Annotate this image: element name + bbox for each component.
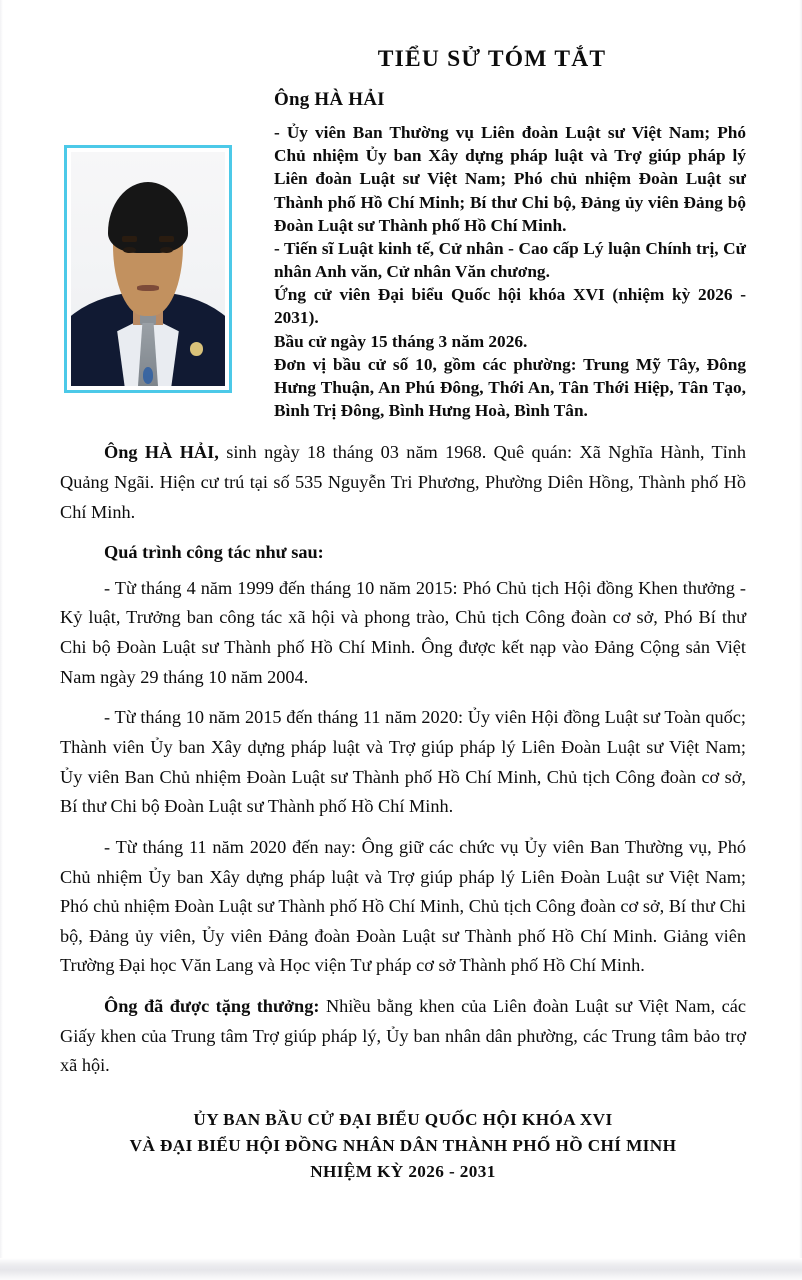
career-item: - Từ tháng 10 năm 2015 đến tháng 11 năm 2020: Ủy viên Hội đồng Luật sư Toàn quốc; Thành viên Ủy ban Xây dựng pháp luật và Trợ giúp pháp lý Liên Đoàn Luật sư Việt Nam; Ủy viên Ban Chủ nhiệm Đoàn Luật sư Thành phố Hồ Chí Minh, Chủ tịch Công đoàn cơ sở, Bí thư Chi bộ Đoàn Luật sư Thành phố Hồ Chí Minh. xyxy=(60,707,746,817)
bio-intro-rest: sinh ngày 18 tháng 03 năm 1968. Quê quán: Xã Nghĩa Hành, Tỉnh Quảng Ngãi. Hiện cư trú tại số 535 Nguyễn Tri Phương, Phường Diên Hồng, Thành phố Hồ Chí Minh. xyxy=(60,442,747,522)
awards-rest: Nhiều bằng khen của Liên đoàn Luật sư Việt Nam, các Giấy khen của Trung tâm Trợ giúp pháp lý, Ủy ban nhân dân phường, các Trung tâm bảo trợ xã hội. xyxy=(60,996,746,1076)
biography-body xyxy=(60,438,746,1081)
header-election-date: Bầu cử ngày 15 tháng 3 năm 2026. xyxy=(274,331,528,351)
career-heading xyxy=(60,538,746,568)
header-positions: - Ủy viên Ban Thường vụ Liên đoàn Luật sư Việt Nam; Phó Chủ nhiệm Ủy ban Xây dựng pháp luật và Trợ giúp pháp lý Liên đoàn Luật sư Việt Nam; Phó chủ nhiệm Đoàn Luật sư Thành phố Hồ Chí Minh; Bí thư Chi bộ, Đảng ủy viên Đảng bộ Đoàn Luật sư Thành phố Hồ Chí Minh. xyxy=(274,123,746,235)
footer-line-1: ỦY BAN BẦU CỬ ĐẠI BIỂU QUỐC HỘI KHÓA XVI xyxy=(193,1110,613,1130)
page-edge-left xyxy=(0,0,3,1262)
photo-eye-left xyxy=(123,247,135,253)
photo-eyebrow-right xyxy=(159,236,174,242)
career-heading-text: Quá trình công tác như sau: xyxy=(104,542,324,563)
career-item: - Từ tháng 11 năm 2020 đến nay: Ông giữ các chức vụ Ủy viên Ban Thường vụ, Phó Chủ nhiệm Ủy ban Xây dựng pháp luật và Trợ giúp pháp lý Liên Đoàn Luật sư Việt Nam; Phó chủ nhiệm Đoàn Luật sư Thành phố Hồ Chí Minh, Chủ tịch Công đoàn cơ sở, Bí thư Chi bộ, Đảng ủy viên, Ủy viên Đảng đoàn Đoàn Luật sư Thành phố Hồ Chí Minh. Giảng viên Trường Đại học Văn Lang và Học viện Tư pháp cơ sở Thành phố Hồ Chí Minh. xyxy=(60,836,746,976)
header-candidacy: Ứng cử viên Đại biểu Quốc hội khóa XVI (nhiệm kỳ 2026 - 2031). xyxy=(274,285,746,328)
bio-intro-paragraph xyxy=(60,438,746,527)
photo-lapel-pin xyxy=(190,342,204,356)
bio-intro-name: Ông HÀ HẢI, xyxy=(104,442,219,463)
photo-mouth xyxy=(137,285,159,290)
awards-paragraph xyxy=(60,992,746,1081)
document-content xyxy=(60,46,746,1184)
awards-label: Ông đã được tặng thưởng: xyxy=(104,996,320,1017)
header-summary-block xyxy=(274,121,746,422)
portrait-photo xyxy=(71,152,225,386)
photo-tie-emblem xyxy=(143,367,154,383)
photo-eye-right xyxy=(160,247,172,253)
header-qualifications: - Tiến sĩ Luật kinh tế, Cử nhân - Cao cấp Lý luận Chính trị, Cử nhân Anh văn, Cử nhân Văn chương. xyxy=(274,238,746,282)
page-bottom-shadow xyxy=(0,1258,802,1280)
footer-line-2: VÀ ĐẠI BIỂU HỘI ĐỒNG NHÂN DÂN THÀNH PHỐ HỒ CHÍ MINH xyxy=(129,1135,677,1155)
top-section xyxy=(60,46,746,422)
header-constituency: Đơn vị bầu cử số 10, gồm các phường: Trung Mỹ Tây, Đông Hưng Thuận, An Phú Đông, Thới An, Tân Thới Hiệp, Tân Tạo, Bình Trị Đông, Bình Hưng Hoà, Bình Tân. xyxy=(274,354,746,421)
footer-line-3: NHIỆM KỲ 2026 - 2031 xyxy=(310,1161,496,1181)
photo-eyebrow-left xyxy=(122,236,137,242)
header-column xyxy=(274,46,746,422)
page-title: TIỂU SỬ TÓM TẮT xyxy=(377,46,607,72)
document-footer xyxy=(60,1107,746,1184)
person-name: Ông HÀ HẢI xyxy=(274,89,385,110)
career-item: - Từ tháng 4 năm 1999 đến tháng 10 năm 2015: Phó Chủ tịch Hội đồng Khen thưởng - Kỷ luật, Trưởng ban công tác xã hội và phong trào, Chủ tịch Công đoàn cơ sở, Phó Bí thư Chi bộ Đoàn Luật sư Thành phố Hồ Chí Minh. Ông được kết nạp vào Đảng Cộng sản Việt Nam ngày 29 tháng 10 năm 2004. xyxy=(60,577,746,687)
portrait-photo-frame xyxy=(64,145,232,393)
